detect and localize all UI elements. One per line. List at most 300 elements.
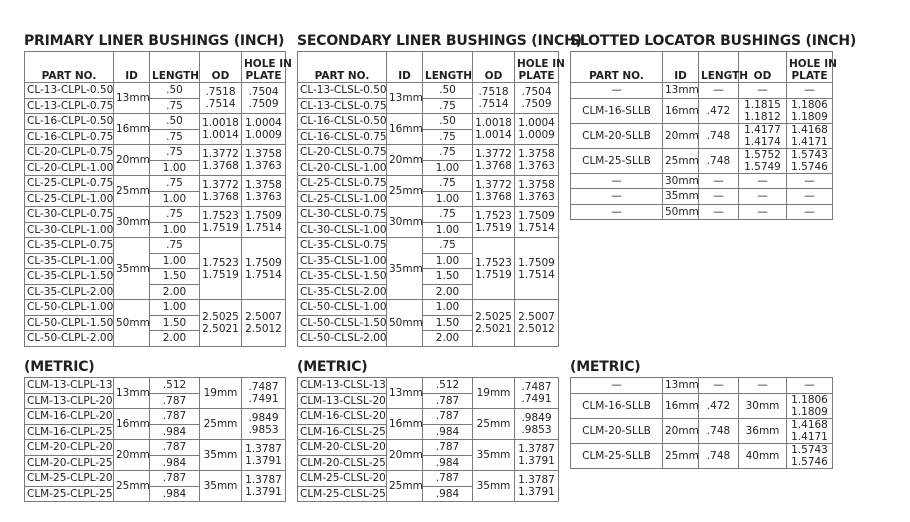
outer-diameter-value: 1.7519 [475, 222, 512, 234]
part-number: CLM-25-CLPL-25 [25, 486, 114, 502]
length: .984 [150, 455, 200, 471]
outer-diameter-value: 1.3768 [475, 160, 512, 172]
header-length: LENGTH [150, 52, 200, 83]
outer-diameter-value: 1.7519 [202, 268, 239, 281]
part-number: CLM-13-CLPL-13 [25, 378, 114, 394]
length: .984 [423, 486, 473, 502]
bore-id: 16mm [663, 393, 699, 418]
hole-in-plate-value: 1.3791 [518, 455, 555, 467]
table-row [298, 300, 559, 316]
hole-in-plate-value: 1.7514 [245, 268, 282, 281]
outer-diameter: 25mm [473, 409, 515, 440]
hole-in-plate [515, 145, 559, 176]
length: — [699, 83, 739, 99]
outer-diameter-value: 1.7519 [475, 268, 512, 281]
hole-in-plate-value: 2.5007 [518, 310, 555, 323]
outer-diameter-value: 1.5752 [744, 148, 781, 161]
outer-diameter [200, 114, 242, 145]
part-number: CLM-13-CLPL-20 [25, 393, 114, 409]
table-row [25, 300, 286, 316]
slotted-metric-title: (METRIC) [570, 359, 641, 375]
hole-in-plate-value: 1.3763 [245, 160, 282, 172]
length: 2.00 [150, 331, 200, 347]
part-number: CLM-25-CLPL-20 [25, 471, 114, 487]
outer-diameter-value: .7518 [478, 86, 509, 98]
outer-diameter-value: 1.3772 [475, 179, 512, 191]
length: 1.00 [423, 222, 473, 238]
hole-in-plate-value: .9849 [521, 412, 552, 424]
outer-diameter [739, 98, 787, 123]
length: .984 [423, 424, 473, 440]
bore-id: 50mm [114, 300, 150, 347]
hole-in-plate-value: 1.3787 [518, 443, 555, 455]
hole-in-plate-value: 1.7509 [245, 256, 282, 269]
hole-in-plate [242, 238, 286, 300]
header-hole-in: HOLE IN [517, 58, 565, 70]
header-hole-in-plate [787, 52, 837, 83]
length: .472 [699, 393, 739, 418]
bore-id: 25mm [114, 471, 150, 502]
outer-diameter-value: 1.3772 [202, 179, 239, 191]
outer-diameter-value: .7514 [205, 98, 236, 110]
outer-diameter [200, 207, 242, 238]
slotted-inch-table [570, 51, 837, 220]
table-row [298, 238, 559, 254]
hole-in-plate-value: 1.0009 [518, 129, 555, 141]
length: .50 [150, 83, 200, 99]
outer-diameter [473, 145, 515, 176]
length: 1.00 [423, 160, 473, 176]
part-number: CL-13-CLPL-0.75 [25, 98, 114, 114]
part-number: CL-35-CLPL-1.50 [25, 269, 114, 285]
bore-id: 25mm [114, 176, 150, 207]
table-row [298, 471, 559, 487]
bore-id: 16mm [387, 409, 423, 440]
part-number: — [571, 173, 663, 189]
outer-diameter [473, 238, 515, 300]
hole-in-plate-value: — [804, 190, 815, 203]
bore-id: 13mm [387, 83, 423, 114]
length: .75 [150, 98, 200, 114]
hole-in-plate [787, 148, 833, 173]
outer-diameter-value: — [757, 205, 768, 218]
length: .787 [150, 393, 200, 409]
outer-diameter [473, 300, 515, 347]
part-number: CL-20-CLPL-0.75 [25, 145, 114, 161]
hole-in-plate [242, 471, 286, 502]
header-plate: PLATE [245, 70, 282, 82]
hole-in-plate-value: 1.5743 [791, 443, 828, 456]
length: .512 [150, 378, 200, 394]
hole-in-plate-value: — [804, 174, 815, 187]
hole-in-plate [515, 471, 559, 502]
outer-diameter: 19mm [473, 378, 515, 409]
outer-diameter-value: 1.7523 [202, 256, 239, 269]
hole-in-plate [242, 300, 286, 347]
hole-in-plate [515, 378, 559, 409]
header-id: ID [387, 52, 423, 83]
hole-in-plate-value: 1.0004 [245, 117, 282, 129]
outer-diameter-value: 2.5021 [202, 322, 239, 335]
hole-in-plate [515, 114, 559, 145]
part-number: CL-16-CLSL-0.50 [298, 114, 387, 130]
bore-id: 16mm [114, 114, 150, 145]
table-row [25, 145, 286, 161]
bore-id: 35mm [663, 189, 699, 205]
hole-in-plate-value: 1.1809 [791, 405, 828, 418]
hole-in-plate [515, 83, 559, 114]
hole-in-plate [787, 98, 833, 123]
outer-diameter-value: 1.7519 [202, 222, 239, 234]
length: .50 [423, 114, 473, 130]
primary-metric-title: (METRIC) [24, 359, 95, 375]
length: 1.00 [150, 191, 200, 207]
part-number: CL-35-CLPL-2.00 [25, 284, 114, 300]
part-number: CL-50-CLPL-1.50 [25, 315, 114, 331]
hole-in-plate-value: 1.4171 [791, 135, 828, 148]
length: .472 [699, 98, 739, 123]
part-number: CLM-20-SLLB [571, 123, 663, 148]
outer-diameter: 40mm [739, 443, 787, 468]
length: .512 [423, 378, 473, 394]
bore-id: 30mm [387, 207, 423, 238]
hole-in-plate-value: 1.1806 [791, 393, 828, 406]
length: .75 [423, 176, 473, 192]
part-number: CLM-16-SLLB [571, 98, 663, 123]
length: .50 [423, 83, 473, 99]
bore-id: 25mm [663, 148, 699, 173]
length: 1.00 [150, 300, 200, 316]
length: 2.00 [423, 331, 473, 347]
part-number: CLM-25-CLSL-20 [298, 471, 387, 487]
outer-diameter-value: 1.0014 [202, 129, 239, 141]
outer-diameter-value: 1.3768 [202, 191, 239, 203]
hole-in-plate-value: .7491 [521, 393, 552, 405]
outer-diameter [739, 83, 787, 99]
header-od: OD [200, 52, 242, 83]
outer-diameter [473, 114, 515, 145]
part-number: CL-13-CLSL-0.50 [298, 83, 387, 99]
bore-id: 16mm [663, 98, 699, 123]
outer-diameter-value: 1.0018 [475, 117, 512, 129]
table-row [25, 238, 286, 254]
bore-id: 30mm [114, 207, 150, 238]
outer-diameter-value: 2.5025 [202, 310, 239, 323]
part-number: CLM-16-CLSL-25 [298, 424, 387, 440]
length: — [699, 173, 739, 189]
bore-id: 13mm [114, 83, 150, 114]
length: .984 [150, 424, 200, 440]
length: .75 [423, 98, 473, 114]
primary-metric-table [24, 377, 286, 502]
hole-in-plate [787, 204, 833, 220]
bore-id: 25mm [387, 176, 423, 207]
bore-id: 16mm [387, 114, 423, 145]
length: .787 [423, 440, 473, 456]
header-plate: PLATE [791, 70, 828, 82]
hole-in-plate [787, 393, 833, 418]
header-row [25, 52, 286, 83]
hole-in-plate-value: 1.1806 [791, 98, 828, 111]
part-number: CLM-16-CLPL-25 [25, 424, 114, 440]
outer-diameter-value: 1.7523 [202, 210, 239, 222]
outer-diameter [200, 176, 242, 207]
part-number: CL-25-CLPL-0.75 [25, 176, 114, 192]
bore-id: 13mm [114, 378, 150, 409]
hole-in-plate-value: 1.1809 [791, 110, 828, 123]
hole-in-plate-value: 1.3787 [245, 443, 282, 455]
length: .75 [423, 207, 473, 223]
outer-diameter: 25mm [200, 409, 242, 440]
part-number: CLM-25-CLSL-25 [298, 486, 387, 502]
length: .787 [150, 409, 200, 425]
part-number: — [571, 378, 663, 394]
length: 1.00 [150, 160, 200, 176]
bore-id: 13mm [387, 378, 423, 409]
hole-in-plate [242, 440, 286, 471]
table-row [298, 409, 559, 425]
hole-in-plate-value: 1.3763 [518, 191, 555, 203]
part-number: CL-35-CLPL-1.00 [25, 253, 114, 269]
hole-in-plate-value: .7504 [248, 86, 279, 98]
outer-diameter-value: 2.5021 [475, 322, 512, 335]
length: .748 [699, 148, 739, 173]
hole-in-plate [242, 114, 286, 145]
hole-in-plate-value: 1.3791 [245, 455, 282, 467]
outer-diameter-value: 1.0018 [202, 117, 239, 129]
part-number: CL-30-CLPL-1.00 [25, 222, 114, 238]
outer-diameter: 36mm [739, 418, 787, 443]
part-number: CLM-25-SLLB [571, 443, 663, 468]
outer-diameter [473, 207, 515, 238]
hole-in-plate [515, 207, 559, 238]
hole-in-plate-value: .7487 [248, 381, 279, 393]
outer-diameter [739, 148, 787, 173]
outer-diameter-value: — [757, 190, 768, 203]
hole-in-plate [242, 409, 286, 440]
header-part-no: PART NO. [298, 52, 387, 83]
hole-in-plate [787, 173, 833, 189]
outer-diameter [200, 145, 242, 176]
length: .75 [150, 145, 200, 161]
hole-in-plate-value: 2.5007 [245, 310, 282, 323]
bore-id: 20mm [114, 440, 150, 471]
hole-in-plate [787, 189, 833, 205]
length: 1.50 [423, 315, 473, 331]
header-row [571, 52, 833, 83]
part-number: CLM-20-SLLB [571, 418, 663, 443]
part-number: CL-16-CLPL-0.75 [25, 129, 114, 145]
hole-in-plate-value: 1.5743 [791, 148, 828, 161]
part-number: CLM-20-CLSL-25 [298, 455, 387, 471]
outer-diameter: 35mm [473, 471, 515, 502]
length: 1.00 [423, 300, 473, 316]
hole-in-plate [242, 145, 286, 176]
part-number: CL-50-CLPL-1.00 [25, 300, 114, 316]
outer-diameter-value: 1.5749 [744, 160, 781, 173]
part-number: CL-35-CLSL-0.75 [298, 238, 387, 254]
outer-diameter-value: 1.3768 [475, 191, 512, 203]
table-row [298, 145, 559, 161]
outer-diameter [200, 238, 242, 300]
header-part-no: PART NO. [25, 52, 114, 83]
length: .787 [150, 440, 200, 456]
outer-diameter-value: 1.0014 [475, 129, 512, 141]
table-row [298, 440, 559, 456]
bore-id: 20mm [663, 418, 699, 443]
length: .50 [150, 114, 200, 130]
outer-diameter [739, 173, 787, 189]
hole-in-plate [515, 409, 559, 440]
hole-in-plate-value: .7509 [248, 98, 279, 110]
hole-in-plate [787, 123, 833, 148]
header-id: ID [663, 52, 699, 83]
length: .984 [423, 455, 473, 471]
part-number: CL-13-CLSL-0.75 [298, 98, 387, 114]
part-number: CLM-20-CLSL-20 [298, 440, 387, 456]
hole-in-plate-value: 1.3791 [518, 486, 555, 498]
hole-in-plate-value: 1.7514 [518, 268, 555, 281]
length: — [699, 189, 739, 205]
hole-in-plate-value: 1.7514 [245, 222, 282, 234]
header-hole-in-plate [515, 52, 565, 83]
length: 2.00 [423, 284, 473, 300]
part-number: CL-35-CLPL-0.75 [25, 238, 114, 254]
hole-in-plate-value: 1.7509 [518, 210, 555, 222]
part-number: CLM-13-CLSL-20 [298, 393, 387, 409]
part-number: CL-25-CLSL-0.75 [298, 176, 387, 192]
header-od: OD [739, 52, 787, 83]
length: .748 [699, 123, 739, 148]
hole-in-plate [515, 238, 559, 300]
header-length: LENGTH [699, 52, 739, 83]
bore-id: 35mm [114, 238, 150, 300]
hole-in-plate-value: 1.0009 [245, 129, 282, 141]
outer-diameter-value: 1.1815 [744, 98, 781, 111]
length: 1.00 [423, 191, 473, 207]
hole-in-plate [242, 176, 286, 207]
slotted-metric-table [570, 377, 833, 469]
slotted-inch-title: SLOTTED LOCATOR BUSHINGS (INCH) [570, 33, 857, 49]
hole-in-plate-value: 1.3763 [245, 191, 282, 203]
outer-diameter-value: 1.7523 [475, 256, 512, 269]
hole-in-plate [787, 378, 833, 394]
table-row [298, 207, 559, 223]
part-number: CL-25-CLPL-1.00 [25, 191, 114, 207]
outer-diameter-value: 1.4174 [744, 135, 781, 148]
hole-in-plate-value: 2.5012 [518, 322, 555, 335]
table-row [298, 83, 559, 99]
length: .787 [423, 393, 473, 409]
hole-in-plate-value: 1.3763 [518, 160, 555, 172]
hole-in-plate-value: 1.3787 [245, 474, 282, 486]
hole-in-plate [787, 418, 833, 443]
part-number: CL-20-CLSL-0.75 [298, 145, 387, 161]
table-row [25, 440, 286, 456]
part-number: CLM-16-CLPL-20 [25, 409, 114, 425]
outer-diameter [739, 123, 787, 148]
length: .748 [699, 418, 739, 443]
outer-diameter [473, 83, 515, 114]
bore-id: 35mm [387, 238, 423, 300]
primary-inch-title: PRIMARY LINER BUSHINGS (INCH) [24, 33, 285, 49]
part-number: CL-50-CLPL-2.00 [25, 331, 114, 347]
hole-in-plate-value: 1.7509 [518, 256, 555, 269]
header-hole-in-plate [242, 52, 292, 83]
part-number: CL-25-CLSL-1.00 [298, 191, 387, 207]
table-row [25, 114, 286, 130]
hole-in-plate-value: .9853 [521, 424, 552, 436]
part-number: CL-50-CLSL-1.50 [298, 315, 387, 331]
length: .787 [423, 409, 473, 425]
outer-diameter: 19mm [200, 378, 242, 409]
secondary-metric-table [297, 377, 559, 502]
part-number: CL-50-CLSL-1.00 [298, 300, 387, 316]
hole-in-plate-value: 1.3758 [518, 179, 555, 191]
hole-in-plate-value: 1.4168 [791, 418, 828, 431]
hole-in-plate-value: 1.7509 [245, 210, 282, 222]
secondary-metric-title: (METRIC) [297, 359, 368, 375]
length: 1.00 [150, 253, 200, 269]
part-number: CLM-13-CLSL-13 [298, 378, 387, 394]
hole-in-plate-value: 1.3791 [245, 486, 282, 498]
bore-id: 20mm [114, 145, 150, 176]
bore-id: 20mm [387, 145, 423, 176]
table-row [25, 471, 286, 487]
table-row [298, 378, 559, 394]
length: .75 [423, 129, 473, 145]
header-hole-in: HOLE IN [789, 58, 837, 70]
bore-id: 13mm [663, 378, 699, 394]
length: .75 [150, 207, 200, 223]
outer-diameter [473, 176, 515, 207]
hole-in-plate-value: .7487 [521, 381, 552, 393]
hole-in-plate-value: .7509 [521, 98, 552, 110]
part-number: CL-16-CLSL-0.75 [298, 129, 387, 145]
outer-diameter-value: 2.5025 [475, 310, 512, 323]
bore-id: 20mm [663, 123, 699, 148]
part-number: CL-50-CLSL-2.00 [298, 331, 387, 347]
hole-in-plate-value: .7491 [248, 393, 279, 405]
table-row [25, 83, 286, 99]
hole-in-plate [515, 440, 559, 471]
outer-diameter-value: — [757, 174, 768, 187]
hole-in-plate-value: .9853 [248, 424, 279, 436]
hole-in-plate-value: — [804, 84, 815, 97]
hole-in-plate-value: — [804, 205, 815, 218]
length: .787 [423, 471, 473, 487]
table-row [25, 409, 286, 425]
outer-diameter-value: 1.7523 [475, 210, 512, 222]
hole-in-plate-value: 1.3787 [518, 474, 555, 486]
part-number: CLM-20-CLPL-20 [25, 440, 114, 456]
secondary-inch-title: SECONDARY LINER BUSHINGS (INCH) [297, 33, 582, 49]
outer-diameter-value: 1.4177 [744, 123, 781, 136]
hole-in-plate-value: 1.0004 [518, 117, 555, 129]
part-number: CL-20-CLSL-1.00 [298, 160, 387, 176]
length: 1.50 [423, 269, 473, 285]
table-row [25, 207, 286, 223]
part-number: CL-13-CLPL-0.50 [25, 83, 114, 99]
part-number: — [571, 83, 663, 99]
hole-in-plate-value: .7504 [521, 86, 552, 98]
bore-id: 16mm [114, 409, 150, 440]
length: — [699, 204, 739, 220]
header-od: OD [473, 52, 515, 83]
outer-diameter: 35mm [200, 440, 242, 471]
part-number: CL-35-CLSL-1.50 [298, 269, 387, 285]
length: .75 [150, 238, 200, 254]
